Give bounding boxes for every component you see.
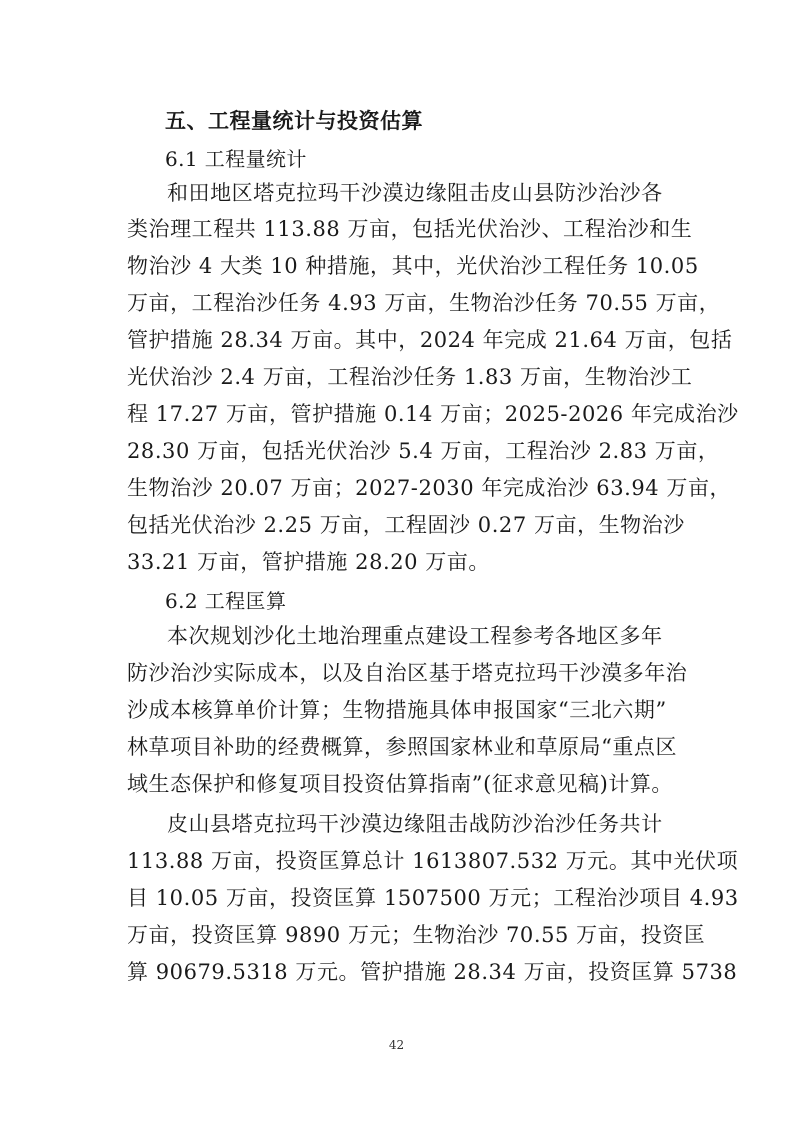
paragraph-line: 光伏治沙 2.4 万亩，工程治沙任务 1.83 万亩，生物治沙工	[127, 365, 693, 389]
page-number: 42	[388, 1038, 405, 1052]
paragraph-line: 沙成本核算单价计算；生物措施具体申报国家“三北六期”	[127, 698, 667, 722]
paragraph-line: 防沙治沙实际成本，以及自治区基于塔克拉玛干沙漠多年治	[127, 661, 688, 685]
paragraph-line: 管护措施 28.34 万亩。其中，2024 年完成 21.64 万亩，包括	[127, 328, 733, 352]
paragraph-line: 程 17.27 万亩，管护措施 0.14 万亩；2025-2026 年完成治沙	[127, 402, 739, 426]
paragraph-line: 林草项目补助的经费概算，参照国家林业和草原局“重点区	[127, 735, 678, 759]
paragraph-line: 28.30 万亩，包括光伏治沙 5.4 万亩，工程治沙 2.83 万亩，	[127, 439, 720, 463]
subsection-title-6-1: 6.1 工程量统计	[165, 147, 307, 171]
paragraph-line: 33.21 万亩，管护措施 28.20 万亩。	[127, 550, 490, 574]
paragraph-line: 和田地区塔克拉玛干沙漠边缘阻击皮山县防沙治沙各	[167, 181, 663, 205]
paragraph-line: 113.88 万亩，投资匡算总计 1613807.532 万元。其中光伏项	[127, 849, 739, 873]
paragraph-line: 目 10.05 万亩，投资匡算 1507500 万元；工程治沙项目 4.93	[127, 886, 739, 910]
subsection-title-6-2: 6.2 工程匡算	[165, 589, 287, 613]
paragraph-line: 包括光伏治沙 2.25 万亩，工程固沙 0.27 万亩，生物治沙	[127, 513, 685, 537]
paragraph-line: 算 90679.5318 万元。管护措施 28.34 万亩，投资匡算 5738	[127, 960, 738, 984]
paragraph-line: 生物治沙 20.07 万亩；2027-2030 年完成治沙 63.94 万亩，	[127, 476, 732, 500]
paragraph-line: 域生态保护和修复项目投资估算指南”(征求意见稿)计算。	[127, 772, 673, 796]
section-heading: 五、工程量统计与投资估算	[165, 109, 423, 133]
paragraph-line: 本次规划沙化土地治理重点建设工程参考各地区多年	[167, 624, 663, 648]
paragraph-line: 类治理工程共 113.88 万亩，包括光伏治沙、工程治沙和生	[127, 217, 693, 241]
paragraph-line: 皮山县塔克拉玛干沙漠边缘阻击战防沙治沙任务共计	[167, 812, 663, 836]
paragraph-line: 万亩，投资匡算 9890 万元；生物治沙 70.55 万亩，投资匡	[127, 923, 706, 947]
paragraph-line: 物治沙 4 大类 10 种措施，其中，光伏治沙工程任务 10.05	[127, 254, 699, 278]
paragraph-line: 万亩，工程治沙任务 4.93 万亩，生物治沙任务 70.55 万亩，	[127, 291, 721, 315]
